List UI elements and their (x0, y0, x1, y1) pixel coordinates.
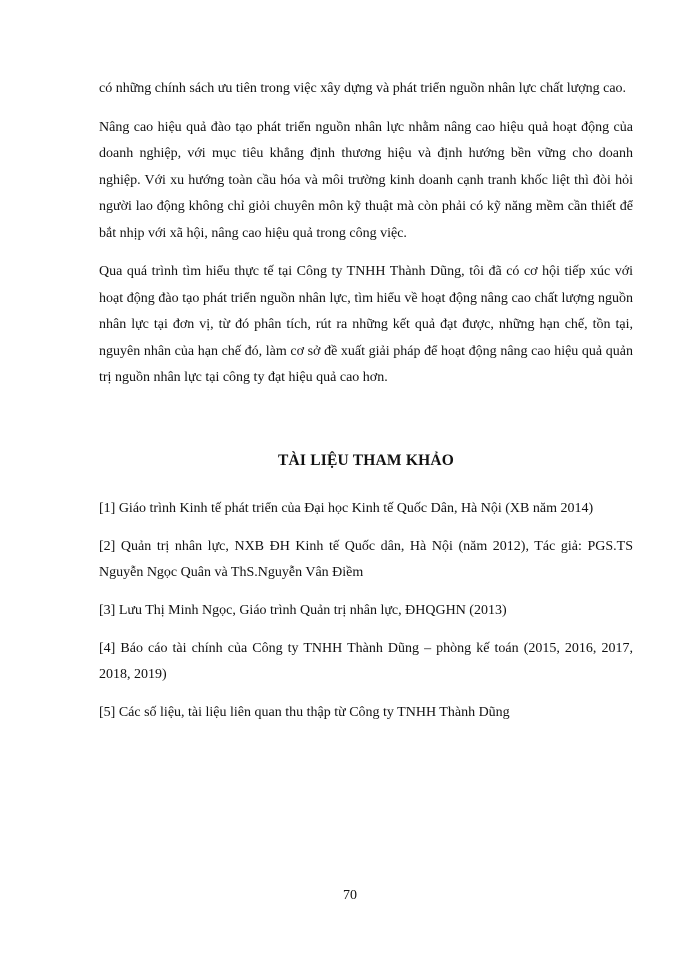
paragraph: Qua quá trình tìm hiểu thực tế tại Công ty TNHH Thành Dũng, tôi đã có cơ hội tiếp xúc với hoạt động đào tạo phát triển nguồn nhân lực, tìm hiểu về hoạt động nâng cao chất lượng nguồn nhân lực tại đơn vị, từ đó phân tích, rút ra những kết quả đạt được, những hạn chế, tồn tại, nguyên nhân của hạn chế đó, làm cơ sở đề xuất giải pháp để hoạt động nâng cao hiệu quả quản trị nguồn nhân lực tại công ty đạt hiệu quả cao hơn. (99, 264, 633, 385)
reference-item: [4] Báo cáo tài chính của Công ty TNHH Thành Dũng – phòng kế toán (2015, 2016, 2017, 2018, 2019) (99, 640, 633, 682)
paragraph: có những chính sách ưu tiên trong việc xây dựng và phát triển nguồn nhân lực chất lượng cao. (99, 81, 627, 96)
page-content (99, 76, 633, 738)
reference-item: [2] Quản trị nhân lực, NXB ĐH Kinh tế Quốc dân, Hà Nội (năm 2012), Tác giả: PGS.TS Nguyễn Ngọc Quân và ThS.Nguyễn Vân Điềm (99, 538, 633, 580)
page-number: 70 (343, 888, 357, 903)
reference-item: [1] Giáo trình Kinh tế phát triển của Đại học Kinh tế Quốc Dân, Hà Nội (XB năm 2014) (99, 500, 594, 516)
reference-item: [5] Các số liệu, tài liệu liên quan thu thập từ Công ty TNHH Thành Dũng (99, 704, 510, 720)
reference-item: [3] Lưu Thị Minh Ngọc, Giáo trình Quản trị nhân lực, ĐHQGHN (2013) (99, 602, 507, 618)
references-list (99, 496, 633, 726)
paragraph: Nâng cao hiệu quả đào tạo phát triển nguồn nhân lực nhằm nâng cao hiệu quả hoạt động của doanh nghiệp, với mục tiêu khẳng định thương hiệu và định hướng bền vững cho doanh nghiệp. Với xu hướng toàn cầu hóa và môi trường kinh doanh cạnh tranh khốc liệt thì đòi hỏi người lao động không chỉ giỏi chuyên môn kỹ thuật mà còn phải có kỹ năng mềm cần thiết để bắt nhịp với xã hội, nâng cao hiệu quả trong công việc. (99, 119, 633, 241)
references-heading: TÀI LIỆU THAM KHẢO (278, 451, 454, 469)
